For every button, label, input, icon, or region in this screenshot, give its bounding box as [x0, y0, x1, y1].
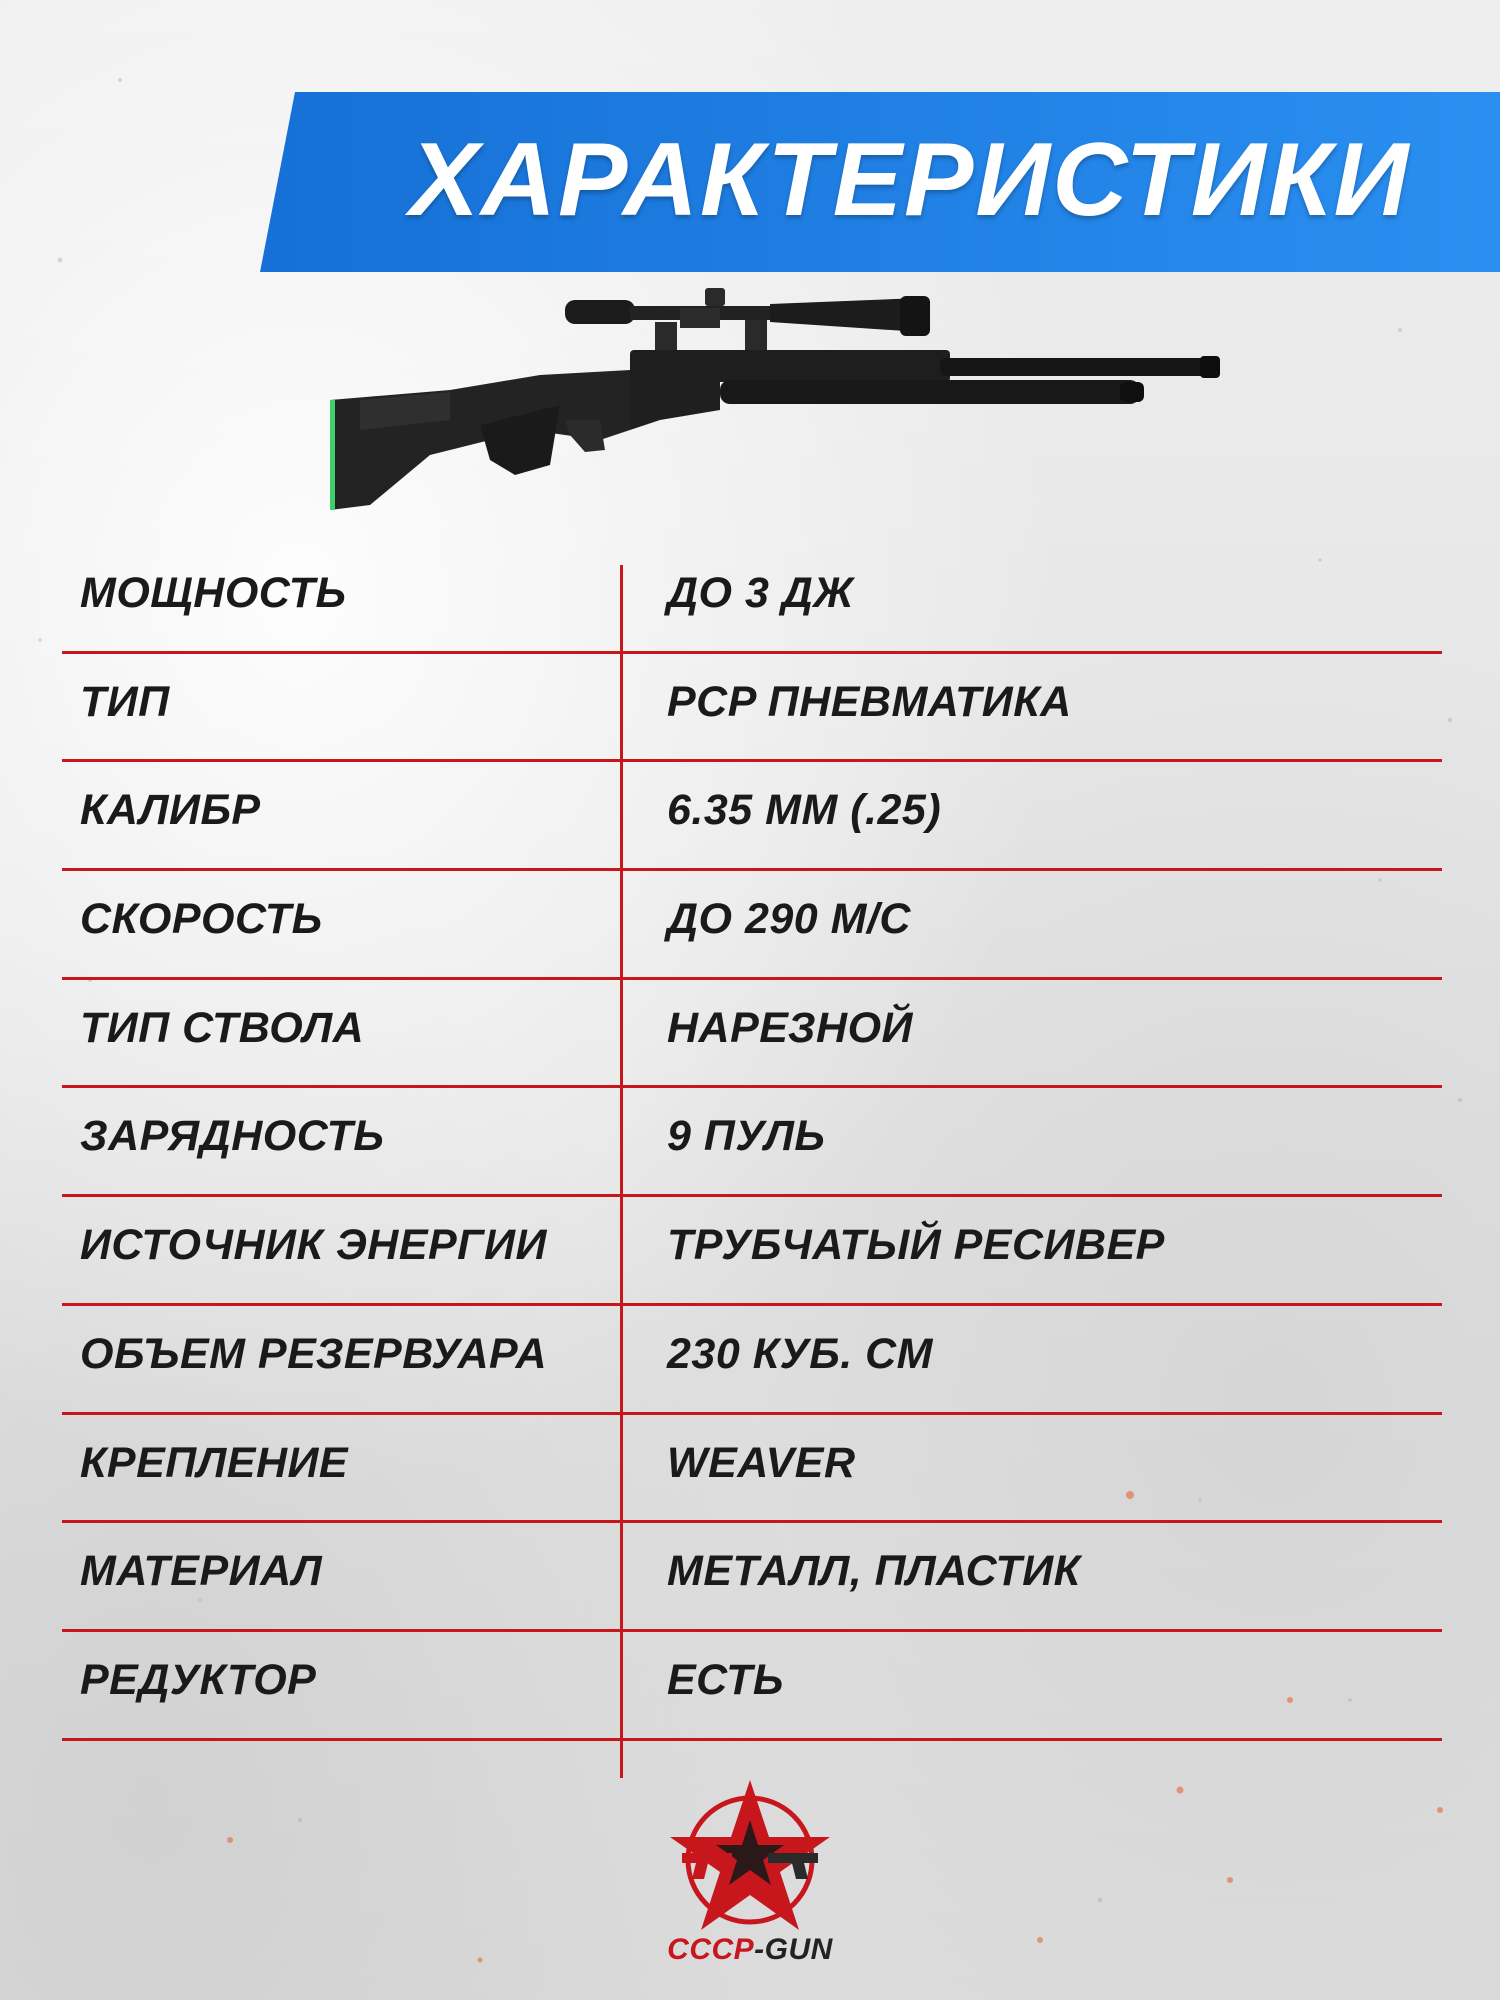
spec-label: ТИП [80, 677, 170, 726]
spec-row [62, 1197, 1442, 1306]
spec-row [62, 1523, 1442, 1632]
spec-label: МОЩНОСТЬ [80, 569, 347, 617]
logo-text-cccp: СССР [667, 1933, 755, 1966]
spec-label: КРЕПЛЕНИЕ [80, 1438, 349, 1487]
spec-row [62, 1088, 1442, 1197]
header-banner [260, 92, 1500, 272]
logo-text [660, 1933, 840, 1967]
spec-label: ЗАРЯДНОСТЬ [80, 1112, 385, 1161]
spec-value: НАРЕЗНОЙ [667, 1003, 913, 1052]
spec-row [62, 762, 1442, 871]
spec-value: PCP ПНЕВМАТИКА [667, 677, 1072, 726]
spec-row [62, 1632, 1442, 1741]
spec-row [62, 1306, 1442, 1415]
row-divider [62, 1738, 1442, 1741]
spec-value: 9 ПУЛЬ [667, 1112, 826, 1161]
spec-label: РЕДУКТОР [80, 1655, 317, 1704]
spec-label: МАТЕРИАЛ [80, 1547, 323, 1596]
page-title: ХАРАКТЕРИСТИКИ [409, 121, 1411, 238]
red-star-with-pistols-icon [660, 1775, 840, 1935]
spec-row [62, 545, 1442, 654]
brand-logo [660, 1775, 840, 1975]
spec-value: 230 КУБ. СМ [667, 1329, 933, 1378]
spec-value: ТРУБЧАТЫЙ РЕСИВЕР [667, 1221, 1165, 1270]
spec-label: СКОРОСТЬ [80, 895, 323, 944]
spec-value: ЕСТЬ [667, 1655, 784, 1704]
spec-value: ДО 3 ДЖ [667, 569, 854, 617]
spec-row [62, 1415, 1442, 1524]
spec-label: ИСТОЧНИК ЭНЕРГИИ [80, 1221, 547, 1270]
pcp-air-rifle-image [300, 280, 1250, 540]
spec-row [62, 654, 1442, 763]
spec-row [62, 980, 1442, 1089]
spec-label: ОБЪЕМ РЕЗЕРВУАРА [80, 1329, 548, 1378]
spec-label: КАЛИБР [80, 786, 261, 835]
logo-text-gun: -GUN [754, 1933, 833, 1966]
spec-value: WEAVER [667, 1438, 856, 1487]
spec-value: ДО 290 М/С [667, 895, 911, 944]
spec-value: МЕТАЛЛ, ПЛАСТИК [667, 1547, 1081, 1596]
spec-row [62, 871, 1442, 980]
spec-label: ТИП СТВОЛА [80, 1003, 365, 1052]
spec-value: 6.35 ММ (.25) [667, 786, 942, 835]
specs-table [62, 545, 1442, 1741]
